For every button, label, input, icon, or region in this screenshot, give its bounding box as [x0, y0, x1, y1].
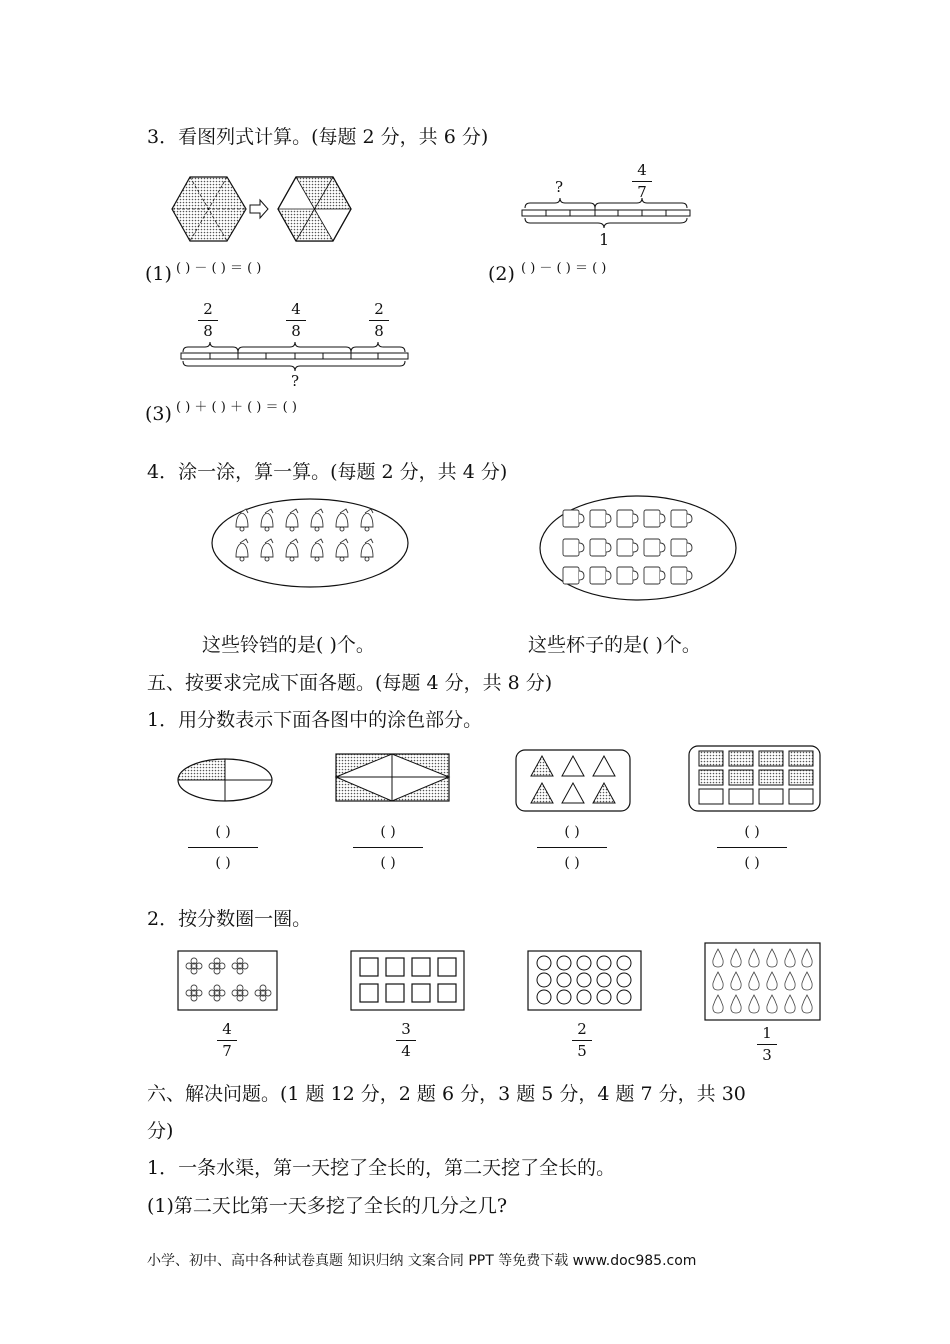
shaded-squares	[688, 745, 822, 813]
circle-fraction-3	[570, 1022, 594, 1059]
section6-title-line2: 分)	[147, 1120, 174, 1142]
d3-fraction-3	[367, 302, 391, 339]
squares-box[interactable]	[350, 950, 466, 1012]
q3-p1-expr[interactable]: ( ) － ( ) ＝ ( )	[176, 261, 262, 276]
section5-title: 五、按要求完成下面各题。(每题 4 分，共 8 分)	[147, 672, 553, 694]
d3-question: ?	[291, 372, 300, 390]
d2-frac-den: 7	[637, 183, 647, 201]
denominator-blank[interactable]: ( )	[380, 855, 396, 871]
answer-fraction-4[interactable]	[717, 825, 787, 870]
d2-total: 1	[599, 230, 610, 249]
circle-fraction-1	[215, 1022, 239, 1059]
answer-fraction-2[interactable]	[353, 825, 423, 870]
numerator-blank[interactable]: ( )	[564, 824, 580, 840]
d3-frac1-den: 8	[203, 322, 213, 340]
circle-fraction-4	[755, 1026, 779, 1063]
circles-box[interactable]	[527, 950, 643, 1012]
d3-frac2-den: 8	[291, 322, 301, 340]
d3-frac2-num: 4	[291, 300, 301, 318]
d2-question: ?	[555, 178, 564, 196]
section6-title-line1: 六、解决问题。(1 题 12 分，2 题 6 分，3 题 5 分，4 题 7 分，共 30	[147, 1083, 746, 1105]
shaded-rectangle	[335, 753, 451, 803]
q4-title: 4．涂一涂，算一算。(每题 2 分，共 4 分)	[147, 461, 508, 483]
circle-frac1-den: 7	[222, 1042, 232, 1060]
q3-p2-expr[interactable]: ( ) － ( ) ＝ ( )	[521, 261, 607, 276]
shaded-triangles	[515, 749, 632, 813]
cups-oval	[538, 494, 738, 602]
flowers-box[interactable]	[177, 950, 279, 1012]
circle-frac3-den: 5	[577, 1042, 587, 1060]
d3-frac3-num: 2	[374, 300, 384, 318]
q3-p3-expr[interactable]: ( ) ＋ ( ) ＋ ( ) ＝ ( )	[176, 400, 297, 415]
section6-q1-text: 1．一条水渠，第一天挖了全长的，第二天挖了全长的。	[147, 1157, 616, 1179]
q3-p1-label: (1)	[145, 263, 172, 285]
denominator-blank[interactable]: ( )	[564, 855, 580, 871]
cups-answer[interactable]: 这些杯子的是( )个。	[528, 634, 701, 656]
q3-p2-label: (2)	[488, 263, 515, 285]
numerator-blank[interactable]: ( )	[744, 824, 760, 840]
q3-title: 3．看图列式计算。(每题 2 分，共 6 分)	[147, 126, 489, 148]
pears-box[interactable]	[704, 942, 822, 1022]
answer-fraction-1[interactable]	[188, 825, 258, 870]
d2-frac-num: 4	[637, 161, 647, 179]
section5-q2-title: 2．按分数圈一圈。	[147, 908, 312, 930]
circle-frac2-num: 3	[401, 1020, 411, 1038]
bells-answer[interactable]: 这些铃铛的是( )个。	[202, 634, 375, 656]
d3-frac1-num: 2	[203, 300, 213, 318]
circle-frac1-num: 4	[222, 1020, 232, 1038]
bells-oval	[210, 497, 410, 589]
circle-frac2-den: 4	[401, 1042, 411, 1060]
denominator-blank[interactable]: ( )	[215, 855, 231, 871]
section5-q1-title: 1．用分数表示下面各图中的涂色部分。	[147, 709, 483, 731]
hexagon-diagram	[170, 174, 355, 244]
section6-q1-sub1: (1)第二天比第一天多挖了全长的几分之几?	[147, 1195, 508, 1217]
q3-p3-label: (3)	[145, 403, 172, 425]
shaded-ellipse	[175, 757, 275, 803]
circle-frac3-num: 2	[577, 1020, 587, 1038]
d3-frac3-den: 8	[374, 322, 384, 340]
answer-fraction-3[interactable]	[537, 825, 607, 870]
circle-frac4-den: 3	[762, 1046, 772, 1064]
circle-fraction-2	[394, 1022, 418, 1059]
segment-diagram-2	[520, 195, 695, 235]
d3-fraction-2	[284, 302, 308, 339]
circle-frac4-num: 1	[762, 1024, 772, 1042]
numerator-blank[interactable]: ( )	[380, 824, 396, 840]
d3-fraction-1	[196, 302, 220, 339]
numerator-blank[interactable]: ( )	[215, 824, 231, 840]
denominator-blank[interactable]: ( )	[744, 855, 760, 871]
page-footer: 小学、初中、高中各种试卷真题 知识归纳 文案合同 PPT 等免费下载 www.doc985.com	[147, 1253, 697, 1269]
